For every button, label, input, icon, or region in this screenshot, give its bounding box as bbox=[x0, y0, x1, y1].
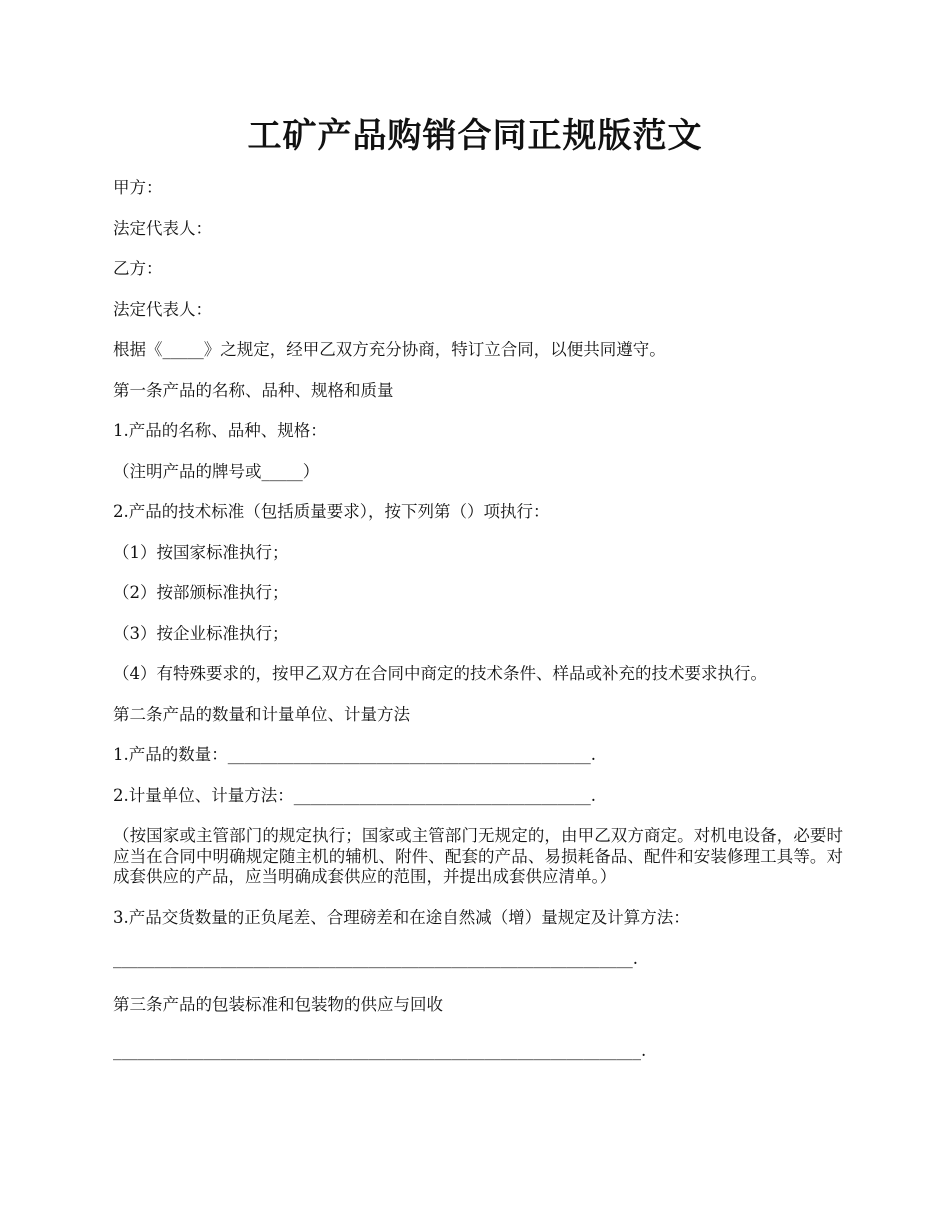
document-title: 工矿产品购销合同正规版范文 bbox=[247, 116, 703, 156]
article-2-item-1: 1.产品的数量：____________________________________________. bbox=[113, 745, 596, 764]
standard-option-4: （4）有特殊要求的，按甲乙双方在合同中商定的技术条件、样品或补充的技术要求执行。 bbox=[113, 664, 767, 683]
article-3-heading: 第三条产品的包装标准和包装物的供应与回收 bbox=[113, 994, 443, 1014]
preamble-paragraph: 根据《_____》之规定，经甲乙双方充分协商，特订立合同，以便共同遵守。 bbox=[113, 340, 666, 359]
article-2-heading: 第二条产品的数量和计量单位、计量方法 bbox=[113, 704, 410, 724]
article-1-item-2: 2.产品的技术标准（包括质量要求），按下列第（）项执行： bbox=[113, 502, 550, 521]
document-body bbox=[113, 178, 843, 1081]
article-1-note: （注明产品的牌号或_____） bbox=[113, 461, 320, 481]
standard-option-1: （1）按国家标准执行； bbox=[113, 542, 289, 562]
article-2-note-paragraph: （按国家或主管部门的规定执行；国家或主管部门无规定的，由甲乙双方商定。对机电设备，必要时应当在合同中明确规定随主机的辅机、附件、配套的产品、易损耗备品、配件和安装修理工具等。对成套供应的产品，应当明确成套供应的范围，并提出成套供应清单。） bbox=[113, 826, 843, 886]
party-b-representative-line: 法定代表人： bbox=[113, 299, 212, 319]
standard-option-2: （2）按部颁标准执行； bbox=[113, 583, 289, 602]
party-a-line: 甲方： bbox=[113, 178, 163, 197]
party-a-representative-line: 法定代表人： bbox=[113, 218, 212, 238]
article-1-heading: 第一条产品的名称、品种、规格和质量 bbox=[113, 380, 394, 400]
article-2-item-2: 2.计量单位、计量方法：____________________________________. bbox=[113, 785, 596, 805]
blank-line-2: ________________________________________________________________. bbox=[113, 1040, 647, 1060]
party-b-line: 乙方： bbox=[113, 259, 163, 278]
article-1-item-1: 1.产品的名称、品种、规格： bbox=[113, 421, 327, 440]
blank-line-1: _______________________________________________________________. bbox=[113, 948, 638, 968]
standard-option-3: （3）按企业标准执行； bbox=[113, 623, 289, 643]
article-2-item-3: 3.产品交货数量的正负尾差、合理磅差和在途自然减（增）量规定及计算方法： bbox=[113, 908, 690, 927]
